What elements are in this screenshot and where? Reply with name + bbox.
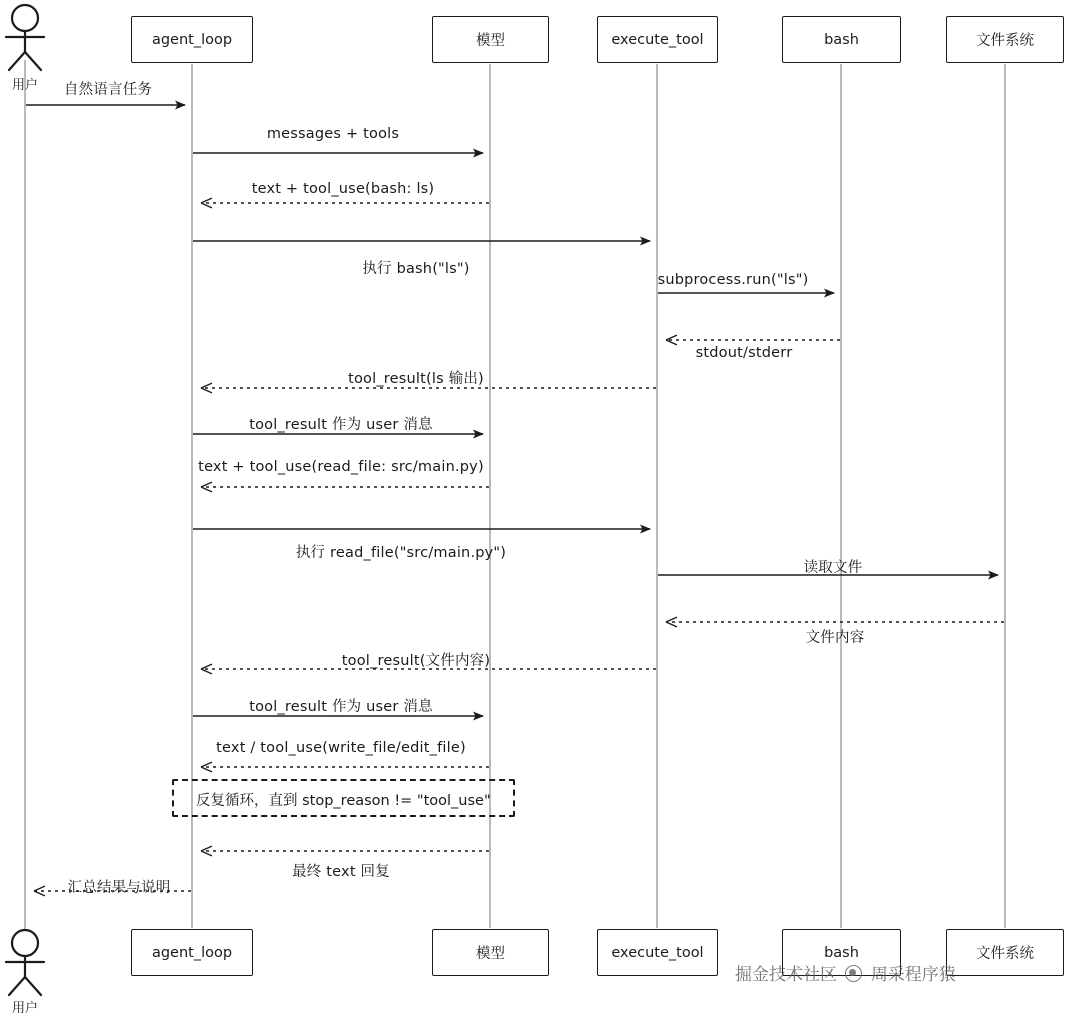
lifeline-header-bash[interactable]	[782, 16, 901, 63]
loop-fragment-label: 反复循环，直到 stop_reason != "tool_use"	[196, 793, 491, 809]
message-label-stdout-stderr: stdout/stderr	[695, 345, 793, 361]
lifeline-label: 文件系统	[976, 946, 1034, 962]
message-label-tool-result-as-user-message-2: tool_result 作为 user 消息	[249, 699, 433, 715]
message-label-natural-language-task: 自然语言任务	[63, 82, 153, 98]
watermark-prefix: 掘金技术社区	[735, 965, 837, 985]
lifeline-footer-model[interactable]	[432, 929, 549, 976]
actor-label-user-top: 用户	[11, 78, 39, 93]
lifeline-header-filesystem[interactable]	[946, 16, 1064, 63]
message-label-tool-result-ls-output: tool_result(ls 输出)	[348, 371, 484, 387]
lifeline-header-execute-tool[interactable]	[597, 16, 718, 63]
message-label-read-file: 读取文件	[803, 560, 863, 576]
lifeline-footer-execute-tool[interactable]	[597, 929, 718, 976]
lifeline-header-agent-loop[interactable]	[131, 16, 253, 63]
message-label-text-tooluse-write-edit-file: text / tool_use(write_file/edit_file)	[216, 740, 466, 756]
lifeline-footer-filesystem[interactable]	[946, 929, 1064, 976]
message-label-text-tooluse-read-file: text + tool_use(read_file: src/main.py)	[198, 459, 484, 475]
lifeline-label: execute_tool	[611, 31, 704, 48]
lifeline-footer-agent-loop[interactable]	[131, 929, 253, 976]
lifeline-label: bash	[824, 944, 859, 961]
message-label-text-tooluse-bash-ls: text + tool_use(bash: ls)	[251, 181, 435, 197]
message-label-file-content: 文件内容	[805, 630, 865, 646]
lifeline-label: 模型	[476, 946, 505, 962]
message-label-summary-and-explanation: 汇总结果与说明	[67, 880, 171, 896]
message-label-exec-bash-ls: 执行 bash("ls")	[362, 261, 470, 277]
lifeline-label: 模型	[476, 33, 505, 49]
message-label-messages-tools: messages + tools	[266, 126, 400, 142]
lifeline-label: agent_loop	[151, 944, 233, 961]
lifeline-label: agent_loop	[151, 31, 233, 48]
watermark-suffix: 周采程序猿	[870, 965, 956, 985]
actor-label-user-bottom: 用户	[11, 1001, 39, 1015]
watermark	[735, 960, 956, 985]
lifeline-label: 文件系统	[976, 33, 1034, 49]
watermark-logo-icon	[845, 965, 862, 982]
message-label-tool-result-file-content: tool_result(文件内容)	[341, 653, 491, 669]
message-label-tool-result-as-user-message-1: tool_result 作为 user 消息	[249, 417, 433, 433]
message-label-subprocess-run-ls: subprocess.run("ls")	[657, 272, 809, 288]
message-label-final-text-reply: 最终 text 回复	[292, 864, 390, 880]
lifeline-header-model[interactable]	[432, 16, 549, 63]
lifeline-label: bash	[824, 31, 859, 48]
message-label-exec-read-file: 执行 read_file("src/main.py")	[295, 545, 507, 561]
lifeline-label: execute_tool	[611, 944, 704, 961]
